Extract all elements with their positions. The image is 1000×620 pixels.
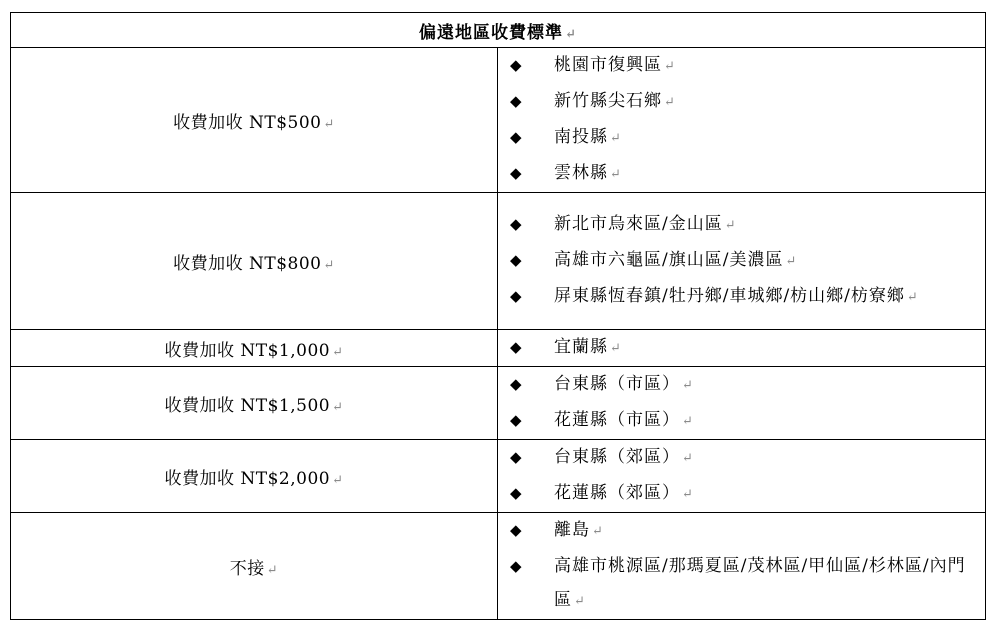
area-name: 高雄市六龜區/旗山區/美濃區 bbox=[554, 250, 784, 270]
fee-cell bbox=[11, 330, 498, 367]
area-text bbox=[554, 367, 975, 403]
paragraph-mark-icon: ↵ bbox=[682, 414, 694, 429]
table-title: 偏遠地區收費標準 bbox=[419, 22, 564, 43]
paragraph-mark-icon: ↵ bbox=[266, 562, 279, 578]
area-name: 新竹縣尖石鄉 bbox=[554, 91, 662, 111]
fee-cell bbox=[11, 48, 498, 193]
area-text bbox=[554, 48, 975, 84]
paragraph-mark-icon: ↵ bbox=[610, 167, 622, 182]
diamond-bullet-icon: ◆ bbox=[510, 484, 523, 502]
area-text bbox=[554, 476, 975, 512]
list-item bbox=[510, 403, 975, 439]
area-name: 屏東縣恆春鎮/牡丹鄉/車城鄉/枋山鄉/枋寮鄉 bbox=[554, 286, 905, 306]
area-list-cell bbox=[498, 330, 986, 367]
area-name: 台東縣（郊區） bbox=[554, 447, 680, 467]
list-item bbox=[510, 440, 975, 476]
area-list-cell bbox=[498, 513, 986, 620]
area-name: 宜蘭縣 bbox=[554, 337, 608, 357]
fee-label: 收費加收 NT$1,500 bbox=[164, 395, 331, 416]
paragraph-mark-icon: ↵ bbox=[592, 524, 604, 539]
area-text bbox=[554, 549, 975, 619]
paragraph-mark-icon: ↵ bbox=[664, 59, 676, 74]
area-name: 花蓮縣（市區） bbox=[554, 410, 680, 430]
paragraph-mark-icon: ↵ bbox=[906, 290, 919, 305]
fee-cell bbox=[11, 513, 498, 620]
area-name: 桃園市復興區 bbox=[554, 55, 662, 75]
paragraph-mark-icon: ↵ bbox=[332, 399, 344, 415]
area-name: 新北市烏來區/金山區 bbox=[554, 214, 723, 234]
list-item bbox=[510, 549, 975, 619]
paragraph-mark-icon: ↵ bbox=[724, 218, 737, 233]
table-title-row bbox=[11, 13, 986, 48]
paragraph-mark-icon: ↵ bbox=[332, 344, 344, 360]
table-row bbox=[11, 440, 986, 513]
area-list bbox=[510, 330, 975, 366]
paragraph-mark-icon: ↵ bbox=[682, 487, 694, 502]
area-list-cell bbox=[498, 48, 986, 193]
diamond-bullet-icon: ◆ bbox=[510, 215, 523, 233]
paragraph-mark-icon: ↵ bbox=[610, 131, 622, 146]
diamond-bullet-icon: ◆ bbox=[510, 92, 523, 110]
area-list bbox=[510, 207, 975, 315]
area-text bbox=[554, 330, 975, 366]
area-text bbox=[554, 84, 975, 120]
list-item bbox=[510, 207, 975, 243]
area-list-cell bbox=[498, 440, 986, 513]
list-item bbox=[510, 367, 975, 403]
paragraph-mark-icon: ↵ bbox=[332, 472, 344, 488]
diamond-bullet-icon: ◆ bbox=[510, 164, 523, 182]
table-row bbox=[11, 330, 986, 367]
list-item bbox=[510, 120, 975, 156]
list-item bbox=[510, 513, 975, 549]
area-list-cell bbox=[498, 193, 986, 330]
area-list bbox=[510, 367, 975, 439]
area-name: 高雄市桃源區/那瑪夏區/茂林區/甲仙區/杉林區/內門區 bbox=[554, 556, 966, 610]
list-item bbox=[510, 84, 975, 120]
fee-label: 收費加收 NT$500 bbox=[173, 112, 322, 133]
diamond-bullet-icon: ◆ bbox=[510, 448, 523, 466]
diamond-bullet-icon: ◆ bbox=[510, 128, 523, 146]
diamond-bullet-icon: ◆ bbox=[510, 338, 523, 356]
area-text bbox=[554, 279, 975, 315]
table-row bbox=[11, 48, 986, 193]
diamond-bullet-icon: ◆ bbox=[510, 251, 523, 269]
diamond-bullet-icon: ◆ bbox=[510, 287, 523, 305]
paragraph-mark-icon: ↵ bbox=[323, 116, 335, 132]
area-text bbox=[554, 207, 975, 243]
area-list bbox=[510, 48, 975, 192]
area-text bbox=[554, 440, 975, 476]
paragraph-mark-icon: ↵ bbox=[323, 257, 335, 273]
paragraph-mark-icon: ↵ bbox=[574, 594, 586, 609]
list-item bbox=[510, 330, 975, 366]
fee-cell bbox=[11, 193, 498, 330]
table-title-cell bbox=[11, 13, 986, 48]
fee-label: 收費加收 NT$2,000 bbox=[164, 468, 331, 489]
area-text bbox=[554, 403, 975, 439]
area-name: 台東縣（市區） bbox=[554, 374, 680, 394]
table-row bbox=[11, 513, 986, 620]
paragraph-mark-icon: ↵ bbox=[610, 341, 622, 356]
list-item bbox=[510, 279, 975, 315]
paragraph-mark-icon: ↵ bbox=[664, 95, 676, 110]
fee-cell bbox=[11, 367, 498, 440]
table-row bbox=[11, 367, 986, 440]
diamond-bullet-icon: ◆ bbox=[510, 521, 523, 539]
list-item bbox=[510, 48, 975, 84]
list-item bbox=[510, 243, 975, 279]
fee-cell bbox=[11, 440, 498, 513]
paragraph-mark-icon: ↵ bbox=[565, 26, 577, 42]
paragraph-mark-icon: ↵ bbox=[682, 378, 694, 393]
area-name: 花蓮縣（郊區） bbox=[554, 483, 680, 503]
diamond-bullet-icon: ◆ bbox=[510, 557, 523, 575]
diamond-bullet-icon: ◆ bbox=[510, 411, 523, 429]
area-list-cell bbox=[498, 367, 986, 440]
diamond-bullet-icon: ◆ bbox=[510, 56, 523, 74]
remote-area-fee-table bbox=[10, 12, 986, 620]
fee-label: 不接 bbox=[229, 558, 265, 579]
paragraph-mark-icon: ↵ bbox=[785, 254, 798, 269]
paragraph-mark-icon: ↵ bbox=[682, 451, 694, 466]
list-item bbox=[510, 156, 975, 192]
area-text bbox=[554, 120, 975, 156]
fee-label: 收費加收 NT$800 bbox=[173, 253, 322, 274]
area-text bbox=[554, 243, 975, 279]
area-name: 離島 bbox=[554, 520, 590, 540]
list-item bbox=[510, 476, 975, 512]
fee-label: 收費加收 NT$1,000 bbox=[164, 340, 331, 361]
area-text bbox=[554, 513, 975, 549]
area-name: 雲林縣 bbox=[554, 163, 608, 183]
area-list bbox=[510, 513, 975, 619]
table-row bbox=[11, 193, 986, 330]
area-text bbox=[554, 156, 975, 192]
area-list bbox=[510, 440, 975, 512]
diamond-bullet-icon: ◆ bbox=[510, 375, 523, 393]
area-name: 南投縣 bbox=[554, 127, 608, 147]
